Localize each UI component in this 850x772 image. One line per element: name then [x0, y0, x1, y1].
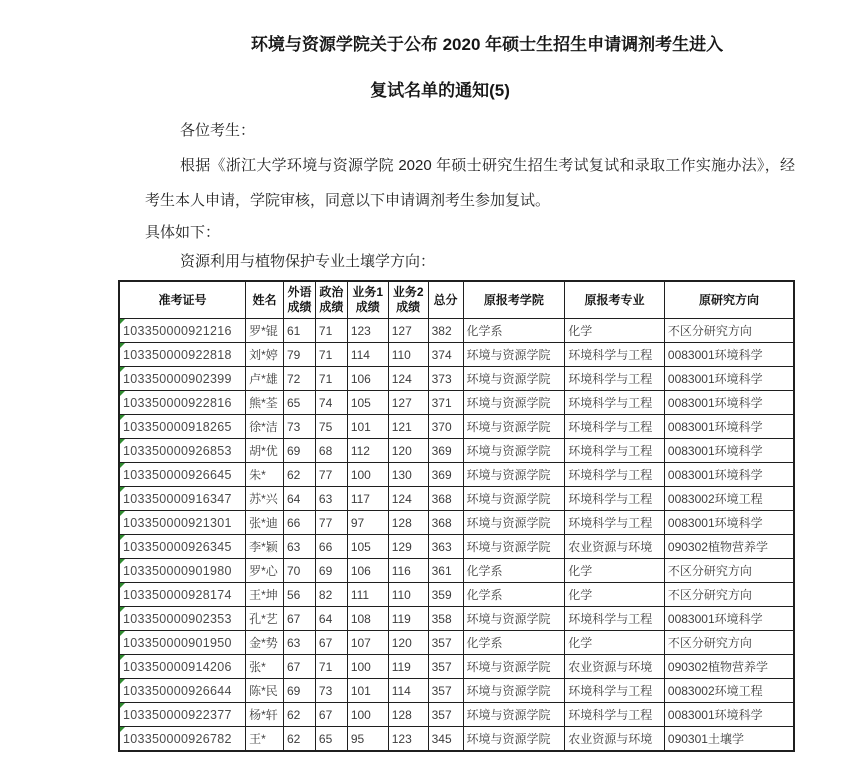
cell-total: 357: [428, 631, 463, 655]
cell-subject2: 124: [388, 487, 428, 511]
cell-orig_direction: 0083001环境科学: [664, 343, 794, 367]
cell-orig_direction: 0083002环境工程: [664, 679, 794, 703]
cell-foreign_lang: 69: [283, 439, 315, 463]
cell-politics: 71: [315, 343, 347, 367]
notice-document-page: [0, 22, 850, 772]
cell-subject1: 107: [347, 631, 388, 655]
cell-orig_college: 环境与资源学院: [463, 487, 565, 511]
cell-name: 胡*优: [246, 439, 284, 463]
cell-subject1: 105: [347, 391, 388, 415]
cell-politics: 66: [315, 535, 347, 559]
table-row: [119, 727, 794, 752]
cell-name: 刘*婷: [246, 343, 284, 367]
cell-orig_major: 环境科学与工程: [565, 463, 665, 487]
cell-subject2: 116: [388, 559, 428, 583]
cell-name: 徐*洁: [246, 415, 284, 439]
column-header-politics: 政治成绩: [315, 281, 347, 319]
cell-orig_college: 环境与资源学院: [463, 727, 565, 752]
cell-foreign_lang: 63: [283, 535, 315, 559]
cell-id: 103350000921301: [119, 511, 246, 535]
cell-orig_direction: 090301土壤学: [664, 727, 794, 752]
cell-total: 358: [428, 607, 463, 631]
cell-name: 卢*雄: [246, 367, 284, 391]
cell-subject1: 101: [347, 415, 388, 439]
cell-subject2: 129: [388, 535, 428, 559]
cell-id: 103350000926853: [119, 439, 246, 463]
table-row: [119, 439, 794, 463]
cell-foreign_lang: 62: [283, 703, 315, 727]
column-header-orig_direction: 原研究方向: [664, 281, 794, 319]
cell-name: 李*颖: [246, 535, 284, 559]
cell-politics: 75: [315, 415, 347, 439]
cell-total: 357: [428, 703, 463, 727]
cell-politics: 77: [315, 511, 347, 535]
cell-subject2: 124: [388, 367, 428, 391]
cell-orig_major: 化学: [565, 559, 665, 583]
cell-politics: 63: [315, 487, 347, 511]
cell-total: 345: [428, 727, 463, 752]
table-row: [119, 703, 794, 727]
cell-foreign_lang: 66: [283, 511, 315, 535]
cell-id: 103350000916347: [119, 487, 246, 511]
excel-corner-marker-icon: [120, 727, 125, 732]
cell-foreign_lang: 65: [283, 391, 315, 415]
cell-politics: 71: [315, 319, 347, 343]
cell-orig_major: 环境科学与工程: [565, 415, 665, 439]
cell-politics: 73: [315, 679, 347, 703]
cell-orig_major: 农业资源与环境: [565, 655, 665, 679]
cell-orig_college: 环境与资源学院: [463, 439, 565, 463]
cell-orig_major: 农业资源与环境: [565, 727, 665, 752]
salutation-line: 各位考生：: [180, 122, 256, 139]
cell-orig_college: 化学系: [463, 583, 565, 607]
cell-foreign_lang: 69: [283, 679, 315, 703]
cell-orig_major: 农业资源与环境: [565, 535, 665, 559]
cell-orig_major: 环境科学与工程: [565, 343, 665, 367]
cell-subject1: 100: [347, 703, 388, 727]
cell-total: 373: [428, 367, 463, 391]
cell-politics: 77: [315, 463, 347, 487]
cell-foreign_lang: 73: [283, 415, 315, 439]
excel-corner-marker-icon: [120, 559, 125, 564]
cell-orig_major: 环境科学与工程: [565, 367, 665, 391]
cell-orig_major: 化学: [565, 583, 665, 607]
cell-total: 363: [428, 535, 463, 559]
cell-orig_college: 环境与资源学院: [463, 703, 565, 727]
cell-subject1: 100: [347, 463, 388, 487]
cell-id: 103350000914206: [119, 655, 246, 679]
cell-orig_major: 化学: [565, 631, 665, 655]
column-header-orig_college: 原报考学院: [463, 281, 565, 319]
cell-foreign_lang: 61: [283, 319, 315, 343]
excel-corner-marker-icon: [120, 343, 125, 348]
excel-corner-marker-icon: [120, 319, 125, 324]
cell-orig_major: 环境科学与工程: [565, 439, 665, 463]
cell-name: 金*势: [246, 631, 284, 655]
table-row: [119, 511, 794, 535]
excel-corner-marker-icon: [120, 391, 125, 396]
cell-orig_college: 环境与资源学院: [463, 535, 565, 559]
column-header-name: 姓名: [246, 281, 284, 319]
cell-name: 朱*: [246, 463, 284, 487]
cell-id: 103350000922377: [119, 703, 246, 727]
cell-orig_college: 环境与资源学院: [463, 679, 565, 703]
candidate-score-table: [118, 280, 795, 752]
cell-politics: 71: [315, 655, 347, 679]
table-row: [119, 535, 794, 559]
cell-orig_direction: 0083002环境工程: [664, 487, 794, 511]
cell-orig_college: 环境与资源学院: [463, 607, 565, 631]
table-row: [119, 415, 794, 439]
cell-orig_major: 环境科学与工程: [565, 511, 665, 535]
cell-orig_college: 环境与资源学院: [463, 511, 565, 535]
cell-name: 张*迪: [246, 511, 284, 535]
excel-corner-marker-icon: [120, 511, 125, 516]
excel-corner-marker-icon: [120, 463, 125, 468]
cell-subject2: 114: [388, 679, 428, 703]
cell-subject2: 121: [388, 415, 428, 439]
cell-subject2: 120: [388, 439, 428, 463]
cell-foreign_lang: 67: [283, 607, 315, 631]
cell-foreign_lang: 67: [283, 655, 315, 679]
follow-up-line: 具体如下：: [145, 224, 221, 241]
cell-orig_college: 化学系: [463, 631, 565, 655]
cell-subject1: 123: [347, 319, 388, 343]
excel-corner-marker-icon: [120, 583, 125, 588]
cell-total: 369: [428, 463, 463, 487]
cell-orig_major: 环境科学与工程: [565, 607, 665, 631]
cell-id: 103350000926782: [119, 727, 246, 752]
cell-id: 103350000926645: [119, 463, 246, 487]
cell-total: 357: [428, 679, 463, 703]
table-row: [119, 367, 794, 391]
cell-foreign_lang: 72: [283, 367, 315, 391]
table-row: [119, 679, 794, 703]
cell-orig_direction: 0083001环境科学: [664, 391, 794, 415]
cell-foreign_lang: 62: [283, 463, 315, 487]
cell-subject2: 110: [388, 343, 428, 367]
excel-corner-marker-icon: [120, 415, 125, 420]
cell-subject2: 130: [388, 463, 428, 487]
cell-total: 357: [428, 655, 463, 679]
cell-subject2: 120: [388, 631, 428, 655]
cell-orig_direction: 0083001环境科学: [664, 463, 794, 487]
cell-orig_major: 环境科学与工程: [565, 487, 665, 511]
cell-subject2: 119: [388, 655, 428, 679]
cell-name: 杨*轩: [246, 703, 284, 727]
cell-subject1: 112: [347, 439, 388, 463]
cell-politics: 71: [315, 367, 347, 391]
cell-total: 368: [428, 487, 463, 511]
cell-orig_direction: 不区分研究方向: [664, 319, 794, 343]
cell-politics: 64: [315, 607, 347, 631]
cell-politics: 68: [315, 439, 347, 463]
body-paragraph: 根据《浙江大学环境与资源学院 2020 年硕士研究生招生考试复试和录取工作实施办法》，经考生本人申请，学院审核，同意以下申请调剂考生参加复试。: [145, 157, 795, 209]
cell-name: 孔*艺: [246, 607, 284, 631]
cell-orig_college: 环境与资源学院: [463, 655, 565, 679]
excel-corner-marker-icon: [120, 535, 125, 540]
cell-id: 103350000922818: [119, 343, 246, 367]
column-header-foreign_lang: 外语成绩: [283, 281, 315, 319]
cell-politics: 67: [315, 631, 347, 655]
cell-orig_major: 环境科学与工程: [565, 679, 665, 703]
cell-foreign_lang: 70: [283, 559, 315, 583]
cell-subject2: 128: [388, 703, 428, 727]
title-line-2: 复试名单的通知(5): [370, 81, 510, 100]
excel-corner-marker-icon: [120, 367, 125, 372]
cell-foreign_lang: 79: [283, 343, 315, 367]
cell-total: 369: [428, 439, 463, 463]
cell-foreign_lang: 56: [283, 583, 315, 607]
cell-orig_college: 化学系: [463, 319, 565, 343]
cell-subject2: 123: [388, 727, 428, 752]
table-row: [119, 463, 794, 487]
cell-orig_direction: 不区分研究方向: [664, 583, 794, 607]
cell-name: 罗*锟: [246, 319, 284, 343]
table-row: [119, 631, 794, 655]
cell-orig_college: 环境与资源学院: [463, 367, 565, 391]
cell-orig_direction: 0083001环境科学: [664, 367, 794, 391]
cell-name: 罗*心: [246, 559, 284, 583]
cell-subject1: 117: [347, 487, 388, 511]
cell-subject2: 119: [388, 607, 428, 631]
cell-subject1: 95: [347, 727, 388, 752]
cell-id: 103350000926644: [119, 679, 246, 703]
excel-corner-marker-icon: [120, 679, 125, 684]
cell-orig_direction: 0083001环境科学: [664, 511, 794, 535]
cell-id: 103350000922816: [119, 391, 246, 415]
cell-subject2: 127: [388, 391, 428, 415]
cell-politics: 65: [315, 727, 347, 752]
section-label: 资源利用与植物保护专业土壤学方向：: [180, 253, 436, 270]
cell-total: 359: [428, 583, 463, 607]
cell-subject1: 105: [347, 535, 388, 559]
cell-politics: 67: [315, 703, 347, 727]
cell-foreign_lang: 62: [283, 727, 315, 752]
cell-id: 103350000902353: [119, 607, 246, 631]
cell-orig_major: 环境科学与工程: [565, 703, 665, 727]
excel-corner-marker-icon: [120, 439, 125, 444]
cell-orig_direction: 0083001环境科学: [664, 439, 794, 463]
cell-orig_college: 环境与资源学院: [463, 415, 565, 439]
cell-orig_direction: 不区分研究方向: [664, 559, 794, 583]
cell-id: 103350000901950: [119, 631, 246, 655]
cell-subject1: 108: [347, 607, 388, 631]
cell-subject1: 106: [347, 367, 388, 391]
table-row: [119, 487, 794, 511]
cell-subject2: 110: [388, 583, 428, 607]
column-header-orig_major: 原报考专业: [565, 281, 665, 319]
table-row: [119, 319, 794, 343]
cell-orig_major: 化学: [565, 319, 665, 343]
excel-corner-marker-icon: [120, 703, 125, 708]
cell-orig_college: 化学系: [463, 559, 565, 583]
table-header-row: [119, 281, 794, 319]
table-row: [119, 607, 794, 631]
cell-name: 王*坤: [246, 583, 284, 607]
cell-id: 103350000918265: [119, 415, 246, 439]
excel-corner-marker-icon: [120, 655, 125, 660]
title-line-1: 环境与资源学院关于公布 2020 年硕士生招生申请调剂考生进入: [250, 35, 724, 54]
cell-orig_direction: 0083001环境科学: [664, 703, 794, 727]
column-header-subject2: 业务2成绩: [388, 281, 428, 319]
table-row: [119, 583, 794, 607]
document-title: [145, 22, 795, 114]
cell-id: 103350000926345: [119, 535, 246, 559]
cell-id: 103350000928174: [119, 583, 246, 607]
cell-id: 103350000902399: [119, 367, 246, 391]
cell-subject2: 127: [388, 319, 428, 343]
cell-foreign_lang: 63: [283, 631, 315, 655]
cell-subject1: 114: [347, 343, 388, 367]
cell-politics: 82: [315, 583, 347, 607]
cell-subject1: 106: [347, 559, 388, 583]
cell-total: 361: [428, 559, 463, 583]
table-row: [119, 343, 794, 367]
cell-orig_direction: 不区分研究方向: [664, 631, 794, 655]
cell-orig_major: 环境科学与工程: [565, 391, 665, 415]
table-row: [119, 559, 794, 583]
cell-id: 103350000921216: [119, 319, 246, 343]
column-header-total: 总分: [428, 281, 463, 319]
table-row: [119, 655, 794, 679]
cell-total: 368: [428, 511, 463, 535]
column-header-id: 准考证号: [119, 281, 246, 319]
cell-name: 苏*兴: [246, 487, 284, 511]
cell-orig_college: 环境与资源学院: [463, 391, 565, 415]
cell-orig_direction: 090302植物营养学: [664, 655, 794, 679]
cell-name: 熊*荃: [246, 391, 284, 415]
cell-subject2: 128: [388, 511, 428, 535]
cell-politics: 69: [315, 559, 347, 583]
cell-foreign_lang: 64: [283, 487, 315, 511]
cell-orig_college: 环境与资源学院: [463, 463, 565, 487]
cell-subject1: 111: [347, 583, 388, 607]
cell-orig_college: 环境与资源学院: [463, 343, 565, 367]
excel-corner-marker-icon: [120, 607, 125, 612]
excel-corner-marker-icon: [120, 487, 125, 492]
cell-subject1: 97: [347, 511, 388, 535]
cell-orig_direction: 0083001环境科学: [664, 415, 794, 439]
cell-subject1: 100: [347, 655, 388, 679]
cell-total: 371: [428, 391, 463, 415]
cell-orig_direction: 090302植物营养学: [664, 535, 794, 559]
cell-total: 370: [428, 415, 463, 439]
cell-total: 382: [428, 319, 463, 343]
cell-name: 王*: [246, 727, 284, 752]
excel-corner-marker-icon: [120, 631, 125, 636]
cell-name: 张*: [246, 655, 284, 679]
cell-politics: 74: [315, 391, 347, 415]
cell-orig_direction: 0083001环境科学: [664, 607, 794, 631]
cell-id: 103350000901980: [119, 559, 246, 583]
column-header-subject1: 业务1成绩: [347, 281, 388, 319]
cell-name: 陈*民: [246, 679, 284, 703]
cell-subject1: 101: [347, 679, 388, 703]
cell-total: 374: [428, 343, 463, 367]
table-row: [119, 391, 794, 415]
